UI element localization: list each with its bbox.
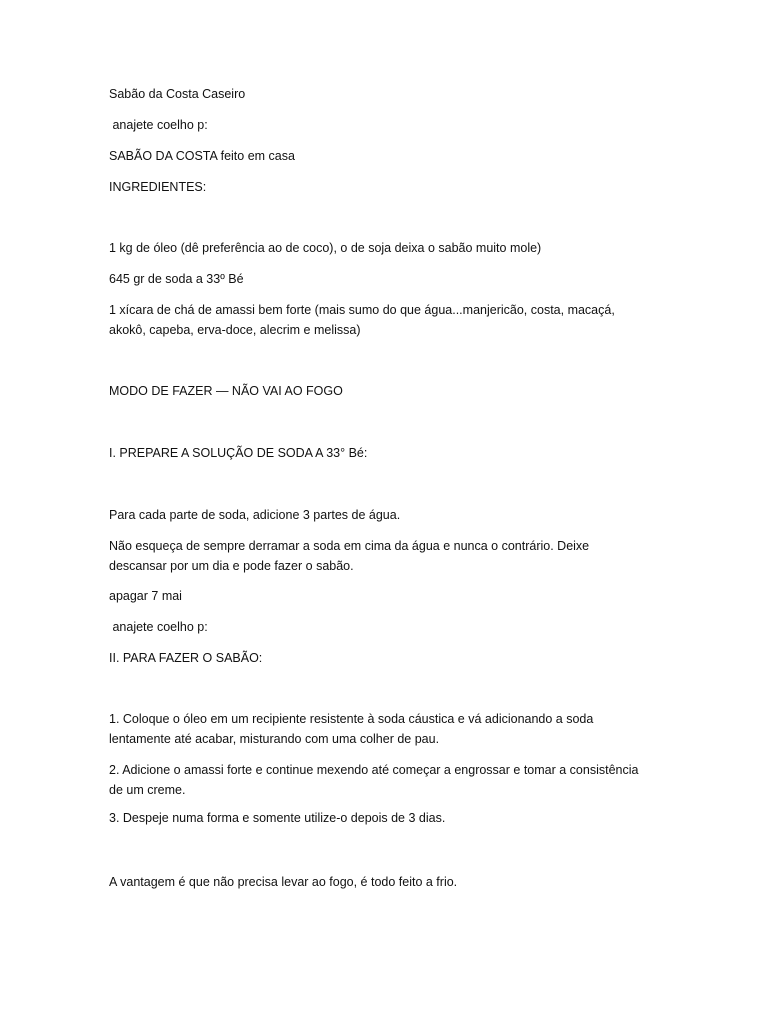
step-two-heading: II. PARA FAZER O SABÃO: [109,651,263,665]
note-text: apagar 7 mai [109,589,182,603]
ingredient-item: 1 xícara de chá de amassi bem forte (mais sumo do que água...manjericão, costa, macaçá, akokô, capeba, erva-doce, alecrim e melissa) [109,303,615,337]
paragraph: Não esqueça de sempre derramar a soda em cima da água e nunca o contrário. Deixe descansar por um dia e pode fazer o sabão. [109,539,590,573]
list-item: 2. Adicione o amassi forte e continue mexendo até começar a engrossar e tomar a consistência de um creme. [109,763,639,797]
list-item: 1. Coloque o óleo em um recipiente resistente à soda cáustica e vá adicionando a soda lentamente até acabar, misturando com uma colher de pau. [109,712,594,746]
ingredient-item: 1 kg de óleo (dê preferência ao de coco), o de soja deixa o sabão muito mole) [109,241,542,255]
author-line: anajete coelho p: [109,620,208,634]
closing-paragraph: A vantagem é que não precisa levar ao fogo, é todo feito a frio. [109,875,458,889]
document-heading: SABÃO DA COSTA feito em casa [109,149,295,163]
list-item: 3. Despeje numa forma e somente utilize-o depois de 3 dias. [109,811,446,825]
step-one-heading: I. PREPARE A SOLUÇÃO DE SODA A 33° Bé: [109,446,368,460]
ingredients-heading: INGREDIENTES: [109,180,207,194]
method-heading: MODO DE FAZER — NÃO VAI AO FOGO [109,384,343,398]
paragraph: Para cada parte de soda, adicione 3 partes de água. [109,508,401,522]
document-title: Sabão da Costa Caseiro [109,87,246,101]
author-line: anajete coelho p: [109,118,208,132]
ingredient-item: 645 gr de soda a 33º Bé [109,272,244,286]
